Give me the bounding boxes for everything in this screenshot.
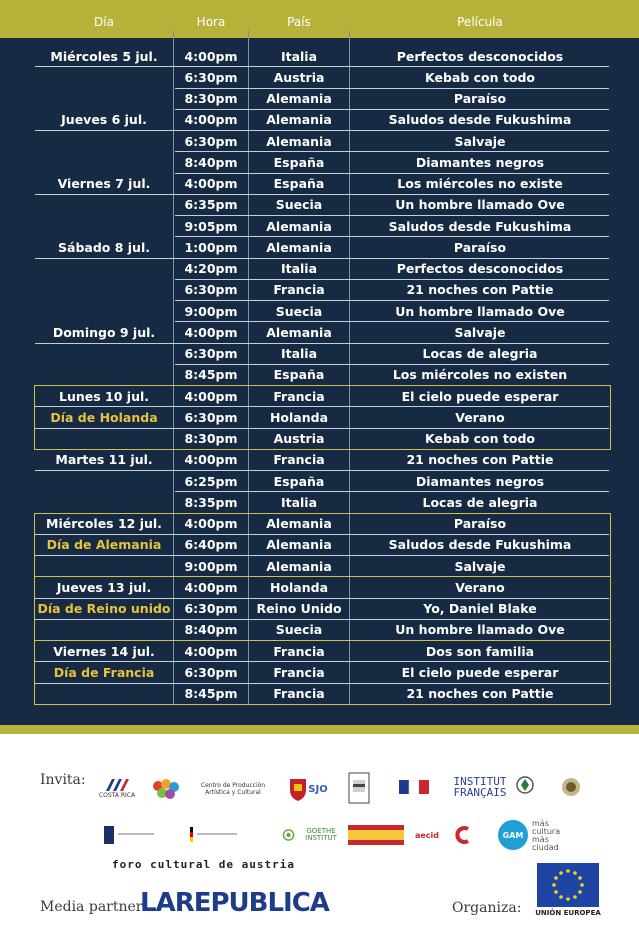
cell-country: Suecia — [275, 303, 323, 319]
cell-film: 21 noches con Pattie — [406, 282, 554, 298]
cell-hour: 4:00pm — [184, 112, 238, 128]
cell-country: España — [273, 176, 325, 191]
spain-government-logo — [348, 824, 404, 846]
cell-country: España — [273, 367, 325, 383]
cell-country: Francia — [273, 452, 325, 468]
header-film: Película — [457, 15, 503, 29]
gam-cultural-logo: GAM — [498, 820, 528, 850]
cell-day: Martes 11 jul. — [55, 452, 153, 468]
embassy-france-logo — [392, 772, 436, 802]
cell-film: Salvaje — [454, 324, 506, 340]
cell-country: España — [273, 154, 325, 170]
cell-country: Austria — [273, 69, 325, 85]
highlight-day-box — [34, 576, 611, 641]
cell-film: Salvaje — [454, 558, 506, 574]
cell-country: Alemania — [266, 239, 332, 255]
cell-hour: 4:00pm — [184, 324, 238, 340]
media-partner-label: Media partner: — [40, 899, 148, 915]
cell-country: Alemania — [266, 558, 332, 574]
cell-hour: 6:30pm — [184, 133, 238, 149]
cell-country: Holanda — [269, 409, 329, 425]
cell-film: El cielo puede esperar — [401, 388, 559, 404]
cell-country: Austria — [273, 431, 325, 446]
cell-country: Suecia — [275, 622, 323, 638]
cell-day — [35, 471, 173, 491]
cell-hour: 6:30pm — [184, 346, 238, 361]
highlight-day-box — [34, 513, 611, 578]
cell-day — [35, 280, 173, 300]
union-europea-logo: UNIÓN EUROPEA — [532, 860, 604, 920]
cell-film: Los miércoles no existe — [397, 176, 563, 191]
cell-country: Italia — [280, 346, 318, 361]
cell-day — [35, 131, 173, 151]
cell-day: Viernes 7 jul. — [57, 176, 151, 191]
cell-hour: 6:40pm — [184, 537, 238, 553]
cell-country: Alemania — [266, 133, 332, 149]
costa-rica-logo: COSTA RICA — [96, 772, 138, 804]
cell-country: Francia — [273, 643, 325, 659]
embassy-austria-logo — [344, 770, 374, 806]
cell-day: Día de Reino unido — [37, 601, 171, 616]
cell-hour: 6:30pm — [184, 282, 238, 298]
cell-hour: 9:00pm — [184, 303, 238, 319]
cell-hour: 6:30pm — [184, 601, 238, 616]
sponsors-footer — [0, 734, 639, 930]
spain-cultural-logo — [452, 822, 474, 848]
cell-day — [35, 195, 173, 215]
cell-film: Saludos desde Fukushima — [388, 537, 572, 553]
cell-day: Sábado 8 jul. — [58, 239, 150, 255]
highlight-day-box — [34, 640, 611, 705]
cell-film: Perfectos desconocidos — [396, 48, 564, 64]
cell-hour: 9:05pm — [184, 218, 238, 234]
cell-film: Saludos desde Fukushima — [388, 218, 572, 234]
cell-film: Verano — [455, 409, 505, 425]
cell-country: Holanda — [269, 579, 329, 595]
aecid-logo: aecid — [414, 830, 440, 840]
cell-hour: 8:40pm — [184, 622, 238, 638]
cell-hour: 4:00pm — [184, 176, 238, 191]
cell-hour: 6:25pm — [184, 473, 238, 489]
cell-country: Francia — [273, 686, 325, 701]
cell-day: Día de Holanda — [50, 409, 158, 425]
cell-day — [35, 365, 173, 385]
cell-film: Yo, Daniel Blake — [423, 601, 537, 616]
cell-hour: 8:40pm — [184, 154, 238, 170]
cell-hour: 4:00pm — [184, 48, 238, 64]
cell-film: Paraíso — [453, 516, 507, 531]
cell-country: Italia — [280, 261, 318, 276]
cell-day — [35, 492, 173, 512]
cell-country: Alemania — [266, 112, 332, 128]
mas-cultura-logo: más cultura más ciudad — [532, 819, 561, 852]
cell-hour: 9:00pm — [184, 558, 238, 574]
cell-day — [35, 89, 173, 109]
header-day: Día — [94, 15, 114, 29]
cell-film: Kebab con todo — [425, 69, 535, 85]
cell-film: Diamantes negros — [415, 473, 545, 489]
cell-film: Un hombre llamado Ove — [395, 303, 565, 319]
cell-film: Kebab con todo — [425, 431, 535, 446]
bottom-bar — [0, 725, 639, 734]
cell-day: Miércoles 5 jul. — [50, 48, 158, 64]
organiza-label: Organiza: — [452, 900, 522, 916]
la-republica-logo: LAREPUBLICA — [140, 888, 329, 918]
cell-day — [35, 344, 173, 364]
cell-day — [35, 259, 173, 279]
cell-film: 21 noches con Pattie — [406, 686, 554, 701]
cell-country: Alemania — [266, 516, 332, 531]
cell-film: Locas de alegria — [422, 346, 538, 361]
cell-hour: 8:30pm — [184, 91, 238, 106]
cell-country: Alemania — [266, 324, 332, 340]
cell-film: Paraíso — [453, 239, 507, 255]
cell-film: Un hombre llamado Ove — [395, 197, 565, 213]
cell-hour: 8:45pm — [184, 686, 238, 701]
cell-day: Viernes 14 jul. — [53, 643, 155, 659]
highlight-day-box — [34, 385, 611, 450]
cell-country: Alemania — [266, 218, 332, 234]
cell-country: Francia — [273, 664, 325, 680]
cell-country: Reino Unido — [256, 601, 342, 616]
cell-day: Domingo 9 jul. — [52, 324, 156, 340]
cell-country: España — [273, 473, 325, 489]
cell-film: Un hombre llamado Ove — [395, 622, 565, 638]
cell-film: Los miércoles no existen — [392, 367, 568, 383]
cell-day: Día de Francia — [53, 664, 155, 680]
cell-day — [35, 301, 173, 321]
eu-flag-icon — [537, 863, 599, 907]
cell-country: Italia — [280, 494, 318, 510]
cell-day: Día de Alemania — [46, 537, 162, 553]
cell-film: Saludos desde Fukushima — [388, 112, 572, 128]
cell-film: Dos son familia — [425, 643, 535, 659]
cell-hour: 8:30pm — [184, 431, 238, 446]
cell-film: Locas de alegria — [422, 494, 538, 510]
institut-francais-logo: INSTITUT FRANÇAIS — [453, 775, 507, 799]
cell-country: Francia — [273, 282, 325, 298]
cell-hour: 6:30pm — [184, 664, 238, 680]
cell-hour: 6:30pm — [184, 409, 238, 425]
cell-film: El cielo puede esperar — [401, 664, 559, 680]
cell-hour: 6:35pm — [184, 197, 238, 213]
goethe-institut-logo: GOETHE INSTITUT — [282, 820, 344, 850]
cell-hour: 4:00pm — [184, 516, 238, 531]
embassy-italy-logo — [512, 770, 538, 804]
embassy-uk-logo — [554, 772, 588, 802]
header-country: País — [287, 15, 311, 29]
cell-hour: 1:00pm — [184, 239, 238, 255]
netherlands-embassy-logo — [100, 820, 160, 850]
cell-country: Francia — [273, 388, 325, 404]
cell-hour: 8:45pm — [184, 367, 238, 383]
cell-film: Verano — [455, 579, 505, 595]
header-hour: Hora — [196, 15, 226, 29]
cell-day: Miércoles 12 jul. — [46, 516, 162, 531]
sjo-logo: SJO — [308, 783, 328, 795]
cell-hour: 4:20pm — [184, 261, 238, 276]
cell-country: Italia — [280, 48, 318, 64]
cell-film: Perfectos desconocidos — [396, 261, 564, 276]
cell-day: Lunes 10 jul. — [59, 388, 149, 404]
cell-hour: 4:00pm — [184, 452, 238, 468]
cell-day — [35, 152, 173, 172]
cell-country: Alemania — [266, 91, 332, 106]
cell-country: Alemania — [266, 537, 332, 553]
cell-film: Salvaje — [454, 133, 506, 149]
invita-label: Invita: — [40, 772, 86, 788]
cell-film: Diamantes negros — [415, 154, 545, 170]
cell-day: Jueves 6 jul. — [61, 112, 147, 128]
cell-day — [35, 216, 173, 236]
cell-country: Suecia — [275, 197, 323, 213]
cell-day — [35, 67, 173, 87]
foro-cultural-austria-logo: foro cultural de austria — [112, 858, 295, 871]
cell-hour: 6:30pm — [184, 69, 238, 85]
cultura-juventud-logo — [146, 774, 186, 804]
cell-hour: 4:00pm — [184, 579, 238, 595]
centro-produccion-logo: Centro de Producción Artística y Cultural — [200, 782, 266, 796]
cell-hour: 4:00pm — [184, 388, 238, 404]
cell-film: Paraíso — [453, 91, 507, 106]
cell-hour: 4:00pm — [184, 643, 238, 659]
cell-hour: 8:35pm — [184, 494, 238, 510]
germany-embassy-logo — [186, 820, 246, 850]
cell-day: Jueves 13 jul. — [56, 579, 152, 595]
cell-film: 21 noches con Pattie — [406, 452, 554, 468]
